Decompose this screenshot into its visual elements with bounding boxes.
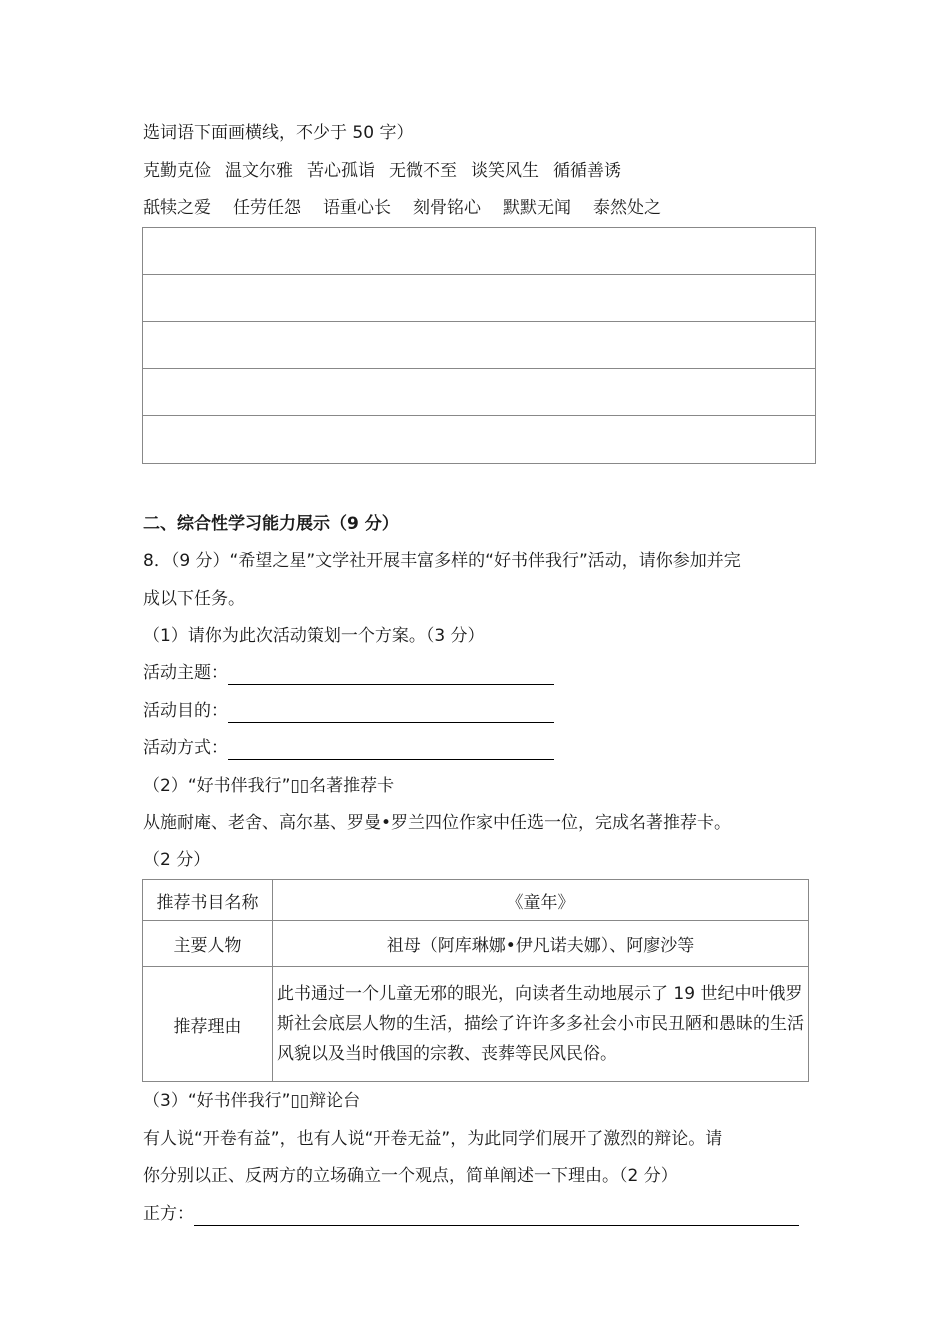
theme-answer-blank[interactable]	[228, 664, 554, 685]
book-recommendation-card	[142, 879, 809, 1082]
field-pro-side	[143, 1202, 799, 1226]
table-row	[143, 921, 809, 967]
recommendation-reason-cell: 此书通过一个儿童无邪的眼光，向读者生动地展示了 19 世纪中叶俄罗斯社会底层人物的生活，描绘了许许多多社会小市民丑陋和愚昧的生活风貌以及当时俄国的宗教、丧葬等民风民俗。	[273, 967, 809, 1082]
table-label: 主要人物	[143, 921, 273, 967]
word-item: 温文尔雅	[225, 161, 293, 181]
table-row	[143, 967, 809, 1082]
answer-line[interactable]	[143, 275, 815, 322]
field-label: 活动方式：	[143, 738, 228, 758]
answer-line[interactable]	[143, 322, 815, 369]
word-list-row-1	[143, 159, 635, 183]
table-label: 推荐理由	[143, 967, 273, 1082]
answer-line[interactable]	[143, 228, 815, 275]
sub-question-3-text-cont: 你分别以正、反两方的立场确立一个观点，简单阐述一下理由。（2 分）	[143, 1166, 678, 1186]
sub-question-1-title: （1）请你为此次活动策划一个方案。（3 分）	[143, 626, 485, 646]
main-characters-cell: 祖母（阿库琳娜•伊凡诺夫娜）、阿廖沙等	[273, 921, 809, 967]
word-item: 苦心孤诣	[307, 161, 375, 181]
word-list-row-2	[143, 196, 683, 220]
word-item: 默默无闻	[503, 198, 571, 218]
word-item: 循循善诱	[553, 161, 621, 181]
writing-answer-grid[interactable]	[142, 227, 816, 464]
field-label: 活动目的：	[143, 701, 228, 721]
sub-question-3-text: 有人说“开卷有益”，也有人说“开卷无益”，为此同学们展开了激烈的辩论。请	[143, 1129, 723, 1149]
section-heading: 二、综合性学习能力展示（9 分）	[143, 514, 399, 534]
word-item: 刻骨铭心	[413, 198, 481, 218]
field-label: 活动主题：	[143, 663, 228, 683]
field-activity-theme	[143, 661, 554, 685]
method-answer-blank[interactable]	[228, 739, 554, 760]
table-row	[143, 880, 809, 921]
field-activity-purpose	[143, 699, 554, 723]
sub-question-2-title: （2）“好书伴我行”▯▯名著推荐卡	[143, 776, 395, 796]
word-item: 舐犊之爱	[143, 198, 211, 218]
sub-question-2-score: （2 分）	[143, 850, 211, 870]
pro-answer-blank[interactable]	[194, 1205, 799, 1226]
word-item: 克勤克俭	[143, 161, 211, 181]
book-title-cell: 《童年》	[273, 880, 809, 921]
word-item: 无微不至	[389, 161, 457, 181]
table-label: 推荐书目名称	[143, 880, 273, 921]
question-8-text: 8．（9 分）“希望之星”文学社开展丰富多样的“好书伴我行”活动，请你参加并完	[143, 551, 741, 571]
word-item: 语重心长	[323, 198, 391, 218]
sub-question-3-title: （3）“好书伴我行”▯▯辩论台	[143, 1091, 361, 1111]
purpose-answer-blank[interactable]	[228, 702, 554, 723]
instruction-text: 选词语下面画横线，不少于 50 字）	[143, 123, 414, 143]
word-item: 谈笑风生	[471, 161, 539, 181]
answer-line[interactable]	[143, 369, 815, 416]
word-item: 任劳任怨	[233, 198, 301, 218]
sub-question-2-text: 从施耐庵、老舍、高尔基、罗曼•罗兰四位作家中任选一位，完成名著推荐卡。	[143, 813, 732, 833]
field-label: 正方：	[143, 1204, 194, 1224]
field-activity-method	[143, 736, 554, 760]
question-8-text-cont: 成以下任务。	[143, 589, 245, 609]
answer-line[interactable]	[143, 416, 815, 463]
word-item: 泰然处之	[593, 198, 661, 218]
